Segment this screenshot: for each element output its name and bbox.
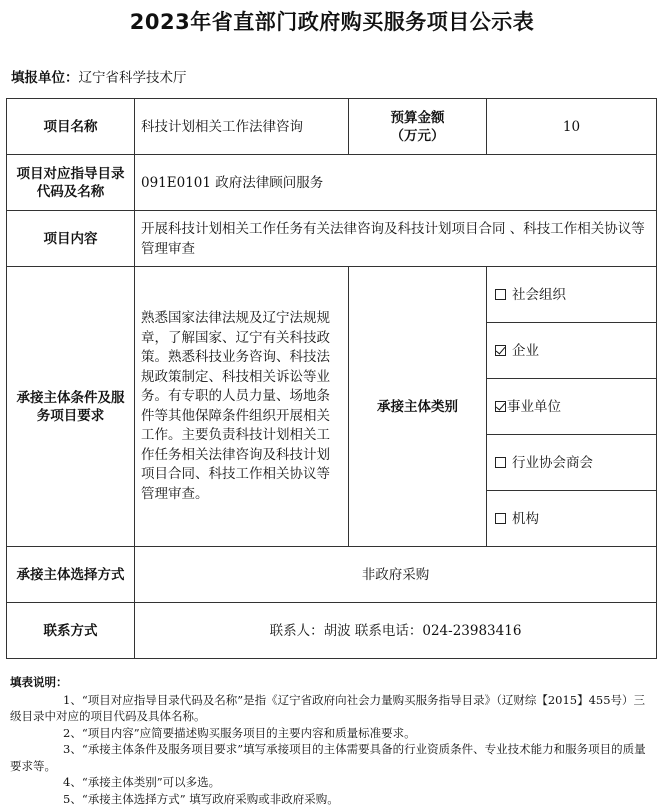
page-title: 2023年省直部门政府购买服务项目公示表 xyxy=(0,6,664,36)
checkbox-icon[interactable] xyxy=(495,457,506,468)
category-option-public-institution[interactable] xyxy=(487,379,657,435)
checkbox-checked-icon[interactable] xyxy=(495,345,506,356)
contact-label: 联系方式 xyxy=(7,603,135,659)
project-name-value: 科技计划相关工作法律咨询 xyxy=(135,99,349,155)
budget-label-line1: 预算金额 xyxy=(355,109,480,127)
instruction-item: 5、“承接主体选择方式” 填写政府采购或非政府采购。 xyxy=(10,791,656,807)
category-label: 承接主体类别 xyxy=(349,267,487,547)
budget-label-line2: （万元） xyxy=(355,127,480,145)
row-project-name xyxy=(7,99,657,155)
checkbox-checked-icon[interactable] xyxy=(495,401,506,412)
instruction-item: 1、“项目对应指导目录代码及名称”是指《辽宁省政府向社会力量购买服务指导目录》（辽财综【2015】455号）三级目录中对应的项目代码及具体名称。 xyxy=(10,692,656,725)
selection-label: 承接主体选择方式 xyxy=(7,547,135,603)
checkbox-icon[interactable] xyxy=(495,513,506,524)
row-contact xyxy=(7,603,657,659)
budget-value: 10 xyxy=(487,99,657,155)
instruction-item: 3、“承接主体条件及服务项目要求”填写承接项目的主体需要具备的行业资质条件、专业技术能力和服务项目的质量要求等。 xyxy=(10,741,656,774)
category-option-industry-association[interactable] xyxy=(487,435,657,491)
row-content xyxy=(7,211,657,267)
category-option-label: 行业协会商会 xyxy=(512,455,593,471)
category-option-agency[interactable] xyxy=(487,491,657,547)
checkbox-icon[interactable] xyxy=(495,289,506,300)
filling-instructions xyxy=(10,674,656,807)
instruction-item: 4、“承接主体类别”可以多选。 xyxy=(10,774,656,791)
reporting-unit-label: 填报单位： xyxy=(11,70,79,86)
conditions-label: 承接主体条件及服务项目要求 xyxy=(7,267,135,547)
row-catalog xyxy=(7,155,657,211)
selection-value: 非政府采购 xyxy=(135,547,657,603)
reporting-unit xyxy=(11,66,187,86)
category-option-label: 机构 xyxy=(512,511,539,527)
reporting-unit-value: 辽宁省科学技术厅 xyxy=(79,70,187,86)
conditions-value: 熟悉国家法律法规及辽宁法规规章，了解国家、辽宁有关科技政策。熟悉科技业务咨询、科技法规政策制定、科技相关诉讼等业务。有专职的人员力量、场地条件等其他保障条件组织开展相关工作。主要负责科技计划相关工作任务相关法律咨询及科技计划项目合同、科技工作相关协议等管理审查。 xyxy=(135,267,349,547)
catalog-label: 项目对应指导目录代码及名称 xyxy=(7,155,135,211)
category-option-enterprise[interactable] xyxy=(487,323,657,379)
row-conditions xyxy=(7,267,657,323)
budget-label xyxy=(349,99,487,155)
category-option-label: 企业 xyxy=(512,343,539,359)
contact-value: 联系人：胡波 联系电话：024-23983416 xyxy=(135,603,657,659)
category-option-label: 社会组织 xyxy=(512,287,566,303)
content-label: 项目内容 xyxy=(7,211,135,267)
publicity-form-table xyxy=(6,98,657,659)
row-selection xyxy=(7,547,657,603)
category-option-label: 事业单位 xyxy=(507,399,561,415)
project-name-label: 项目名称 xyxy=(7,99,135,155)
catalog-value: 091E0101 政府法律顾问服务 xyxy=(135,155,657,211)
content-value: 开展科技计划相关工作任务有关法律咨询及科技计划项目合同 、科技工作相关协议等管理审查 xyxy=(135,211,657,267)
instructions-heading: 填表说明： xyxy=(10,674,656,691)
instruction-item: 2、“项目内容”应简要描述购买服务项目的主要内容和质量标准要求。 xyxy=(10,725,656,742)
category-option-social-org[interactable] xyxy=(487,267,657,323)
